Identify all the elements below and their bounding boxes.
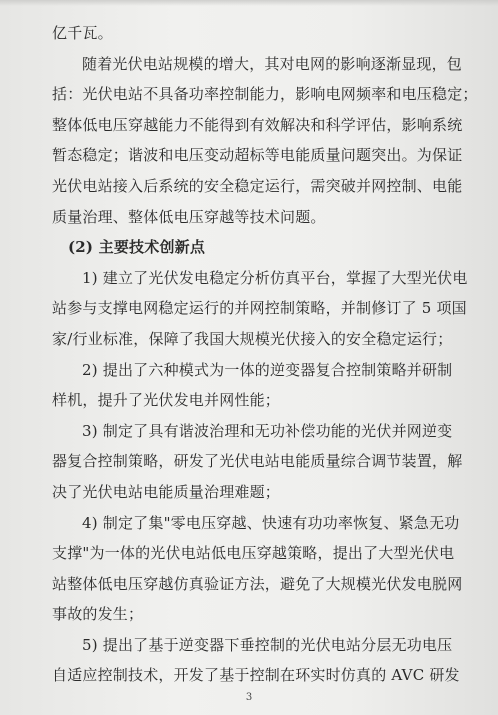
text-line: 光伏电站接入后系统的安全稳定运行，需突破并网控制、电能 [52, 176, 463, 195]
text-line: 样机，提升了光伏发电并网性能； [52, 391, 281, 410]
text-line: 质量治理、整体低电压穿越等技术问题。 [52, 207, 326, 226]
text-line: 支撑"为一体的光伏电站低电压穿越策略，提出了大型光伏电 [52, 544, 455, 563]
text-line: 事故的发生； [52, 605, 144, 624]
list-item-3-line: 3) 制定了具有谐波治理和无功补偿功能的光伏并网逆变 [82, 421, 453, 440]
list-item-1-line: 1) 建立了光伏发电稳定分析仿真平台，掌握了大型光伏电 [82, 268, 468, 287]
paragraph-start-line: 随着光伏电站规模的增大，其对电网的影响逐渐显现，包 [82, 54, 463, 73]
section-heading: (2) 主要技术创新点 [68, 238, 206, 257]
text-line: 亿千瓦。 [52, 24, 113, 42]
text-line: 家/行业标准，保障了我国大规模光伏接入的安全稳定运行； [52, 329, 453, 348]
text-line: 器复合控制策略，研发了光伏电站电能质量综合调节装置，解 [52, 452, 463, 471]
text-line: 站参与支撑电网稳定运行的并网控制策略，并制修订了 5 项国 [52, 299, 467, 318]
list-item-5-line: 5) 提出了基于逆变器下垂控制的光伏电站分层无功电压 [82, 635, 453, 654]
page-number: 3 [245, 692, 253, 703]
text-line: 括：光伏电站不具备功率控制能力，影响电网频率和电压稳定； [52, 85, 478, 104]
list-item-4-line: 4) 制定了集"零电压穿越、快速有功功率恢复、紧急无功 [82, 513, 460, 532]
text-line: 站整体低电压穿越仿真验证方法，避免了大规模光伏发电脱网 [52, 574, 463, 593]
scan-shadow [0, 0, 498, 6]
text-line: 整体低电压穿越能力不能得到有效解决和科学评估，影响系统 [52, 115, 463, 134]
text-line: 决了光伏电站电能质量治理难题； [52, 482, 281, 501]
text-line: 自适应控制技术，开发了基于控制在环实时仿真的 AVC 研发 [52, 666, 460, 685]
document-body [52, 18, 478, 691]
list-item-2-line: 2) 提出了六种模式为一体的逆变器复合控制策略并研制 [82, 360, 453, 379]
text-line: 暂态稳定；谐波和电压变动超标等电能质量问题突出。为保证 [52, 146, 463, 165]
